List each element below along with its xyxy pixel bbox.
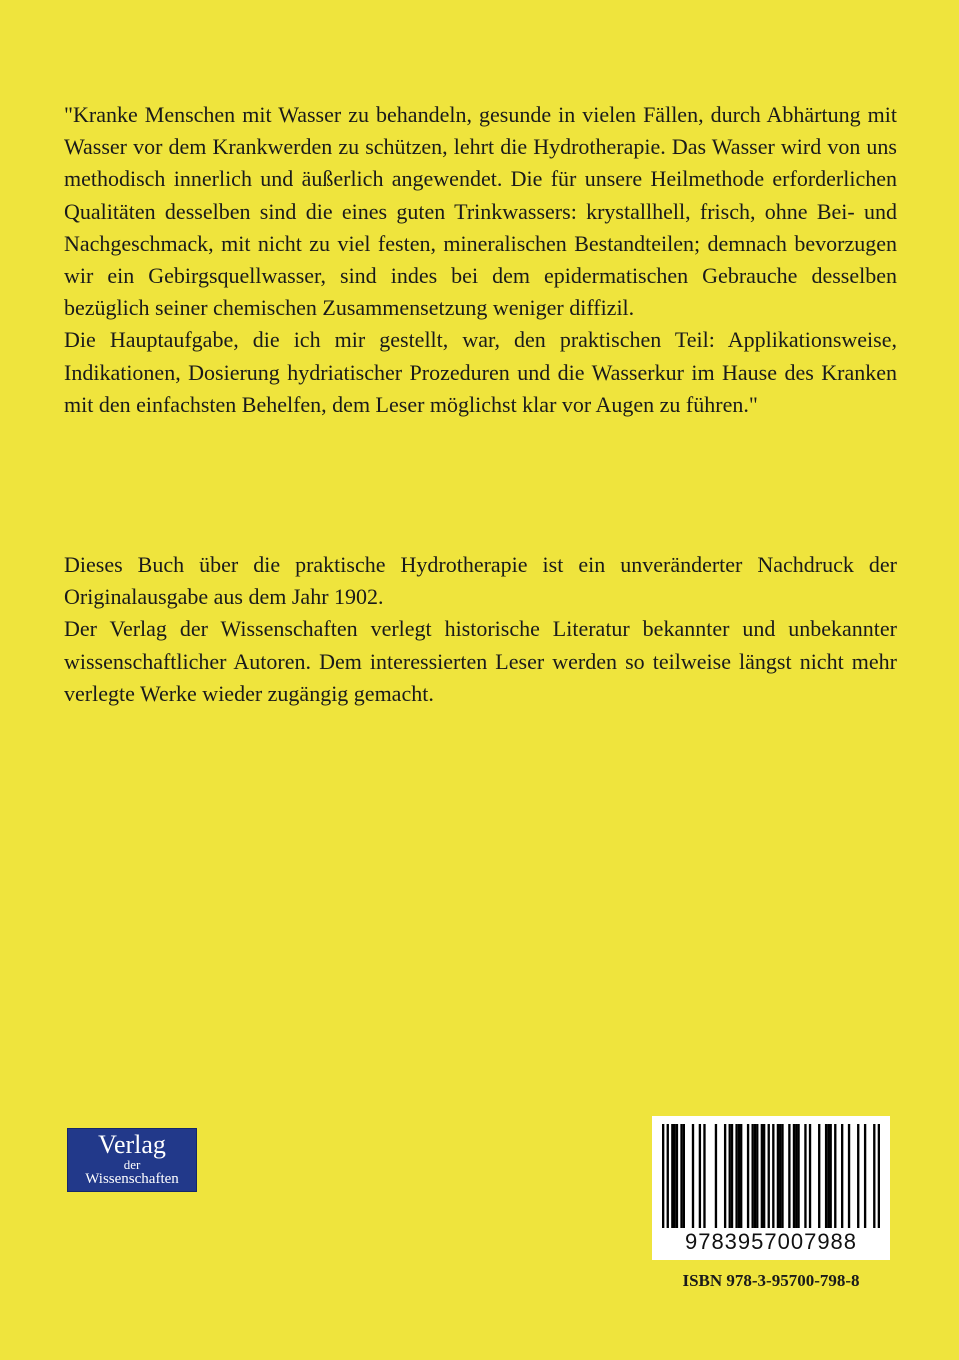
barcode-bar [797,1124,799,1228]
barcode-bar [793,1124,795,1228]
barcode-bar [830,1124,832,1228]
barcode-bar [818,1124,820,1228]
barcode-bar [662,1124,664,1228]
barcode-bar [673,1124,675,1228]
barcode-bar [779,1124,781,1228]
barcode-bar [683,1124,685,1228]
barcode-bar [754,1124,756,1228]
barcode-bar [724,1124,726,1228]
barcode-bar [848,1124,850,1228]
barcode-bar [804,1124,806,1228]
barcode-bar [834,1124,836,1228]
barcode-bar [809,1124,811,1228]
isbn-label: ISBN 978-3-95700-798-8 [682,1271,860,1290]
publisher-logo-line-2: der [123,1157,141,1172]
barcode-bar [878,1124,880,1228]
barcode-bar [873,1124,875,1228]
barcode-bar [772,1124,774,1228]
barcode-bar [751,1124,753,1228]
barcode-bar [827,1124,829,1228]
barcode-bar [761,1124,763,1228]
barcode-bar [671,1124,673,1228]
barcode-bar [763,1124,765,1228]
barcode-bar [738,1124,740,1228]
barcode-digits: 9783957007988 [684,1229,858,1254]
barcode-bar [857,1124,859,1228]
barcode-bar [692,1124,694,1228]
barcode-bar [703,1124,705,1228]
barcode-bar [747,1124,749,1228]
info-paragraph-2: Der Verlag der Wissenschaften verlegt historische Literatur bekannter und unbekannter wissenschaftlicher Autoren. Dem interessierten Leser werden so teilweise längst nicht mehr verlegte Werke wieder zugängig gemacht. [64,616,897,706]
barcode-bar [864,1124,866,1228]
barcode-bars [662,1124,880,1228]
barcode-bar [740,1124,742,1228]
barcode-bar [781,1124,783,1228]
publisher-logo-line-1: Verlag [98,1130,166,1159]
info-paragraph-1: Dieses Buch über die praktische Hydrotherapie ist ein unveränderter Nachdruck der Originalausgabe aus dem Jahr 1902. [64,552,897,610]
publisher-logo-line-3: Wissenschaften [85,1171,179,1187]
barcode-bar [729,1124,731,1228]
barcode-bar [768,1124,770,1228]
barcode-bar [841,1124,843,1228]
barcode-bar [756,1124,758,1228]
back-cover-info [64,549,897,710]
barcode-bar [825,1124,827,1228]
back-cover-quote [64,99,897,421]
publisher-logo [67,1128,197,1192]
quote-paragraph-2: Die Hauptaufgabe, die ich mir gestellt, war, den praktischen Teil: Applikationsweise, Indikationen, Dosierung hydriatischer Prozeduren und die Wasserkur im Hause des Kranken mit den einfachsten Behelfen, dem Leser möglichst klar vor Augen zu führen." [64,327,897,417]
barcode-bar [667,1124,669,1228]
barcode-bar [676,1124,678,1228]
barcode-bar [731,1124,733,1228]
barcode-bar [795,1124,797,1228]
quote-paragraph-1: "Kranke Menschen mit Wasser zu behandeln, gesunde in vielen Fällen, durch Abhärtung mit Wasser vor dem Krankwerden zu schützen, lehrt die Hydrotherapie. Das Wasser wird von uns methodisch innerlich und äußerlich angewendet. Die für unsere Heilmethode erforderlichen Qualitäten desselben sind die eines guten Trinkwassers: krystallhell, frisch, ohne Bei- und Nachgeschmack, mit nicht zu viel festen, mineralischen Bestandteilen; demnach bevorzugen wir ein Gebirgsquellwasser, sind indes bei dem epidermatischen Gebrauche desselben bezüglich seiner chemischen Zusammensetzung weniger diffizil. [64,102,897,321]
barcode [652,1116,890,1260]
barcode-bar [699,1124,701,1228]
barcode-bar [735,1124,737,1228]
barcode-bar [680,1124,682,1228]
barcode-bar [777,1124,779,1228]
barcode-bar [788,1124,790,1228]
barcode-bar [715,1124,717,1228]
